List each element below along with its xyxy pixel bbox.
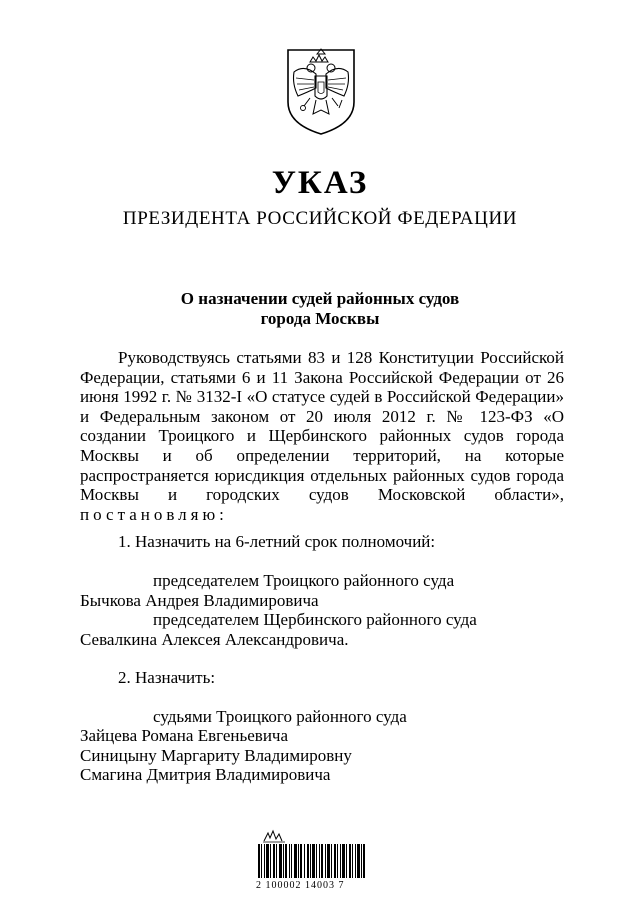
- item1-heading: 1. Назначить на 6-летний срок полномочий:: [118, 532, 436, 551]
- item1-position-1: председателем Троицкого районного суда: [153, 571, 455, 590]
- item2-position: судьями Троицкого районного суда: [153, 707, 407, 726]
- item2-name-2: Синицыну Маргариту Владимировну: [80, 746, 352, 765]
- preamble-text-block: [80, 348, 564, 524]
- item2-name-3: Смагина Дмитрия Владимировича: [80, 765, 331, 784]
- title-line-2: города Москвы: [260, 309, 380, 328]
- registration-mark-icon: [262, 829, 286, 843]
- title-line-1: О назначении судей районных судов: [180, 289, 460, 308]
- preamble-paragraph: [80, 348, 564, 524]
- issuer-heading: ПРЕЗИДЕНТА РОССИЙСКОЙ ФЕДЕРАЦИИ: [122, 208, 518, 229]
- barcode-icon: [258, 844, 366, 878]
- preamble-text: Руководствуясь статьями 83 и 128 Конституции Российской Федерации, статьями 6 и 11 Закона Российской Федерации от 26 июня 1992 г. № 3132-I «О статусе судей в Российской Федерации» и Федеральным законом от 20 июля 2012 г. № 123-ФЗ «О создании Троицкого и Щербинского районных судов города Москвы и об определении территорий, на которые распространяется юрисдикция отдельных районных судов города Москвы и городских судов Московской области»,: [80, 348, 564, 505]
- item1-name-2: Севалкина Алексея Александровича.: [80, 630, 349, 649]
- barcode-number: 2 100002 14003 7: [256, 880, 345, 891]
- item1-position-2: председателем Щербинского районного суда: [153, 610, 477, 629]
- decree-word: постановляю:: [80, 504, 228, 524]
- item2-heading: 2. Назначить:: [118, 668, 216, 687]
- item2-name-1: Зайцева Романа Евгеньевича: [80, 726, 289, 745]
- decree-heading: УКАЗ: [271, 165, 369, 201]
- item1-name-1: Бычкова Андрея Владимировича: [80, 591, 319, 610]
- document-title: [0, 289, 640, 329]
- state-emblem-icon: [280, 44, 362, 138]
